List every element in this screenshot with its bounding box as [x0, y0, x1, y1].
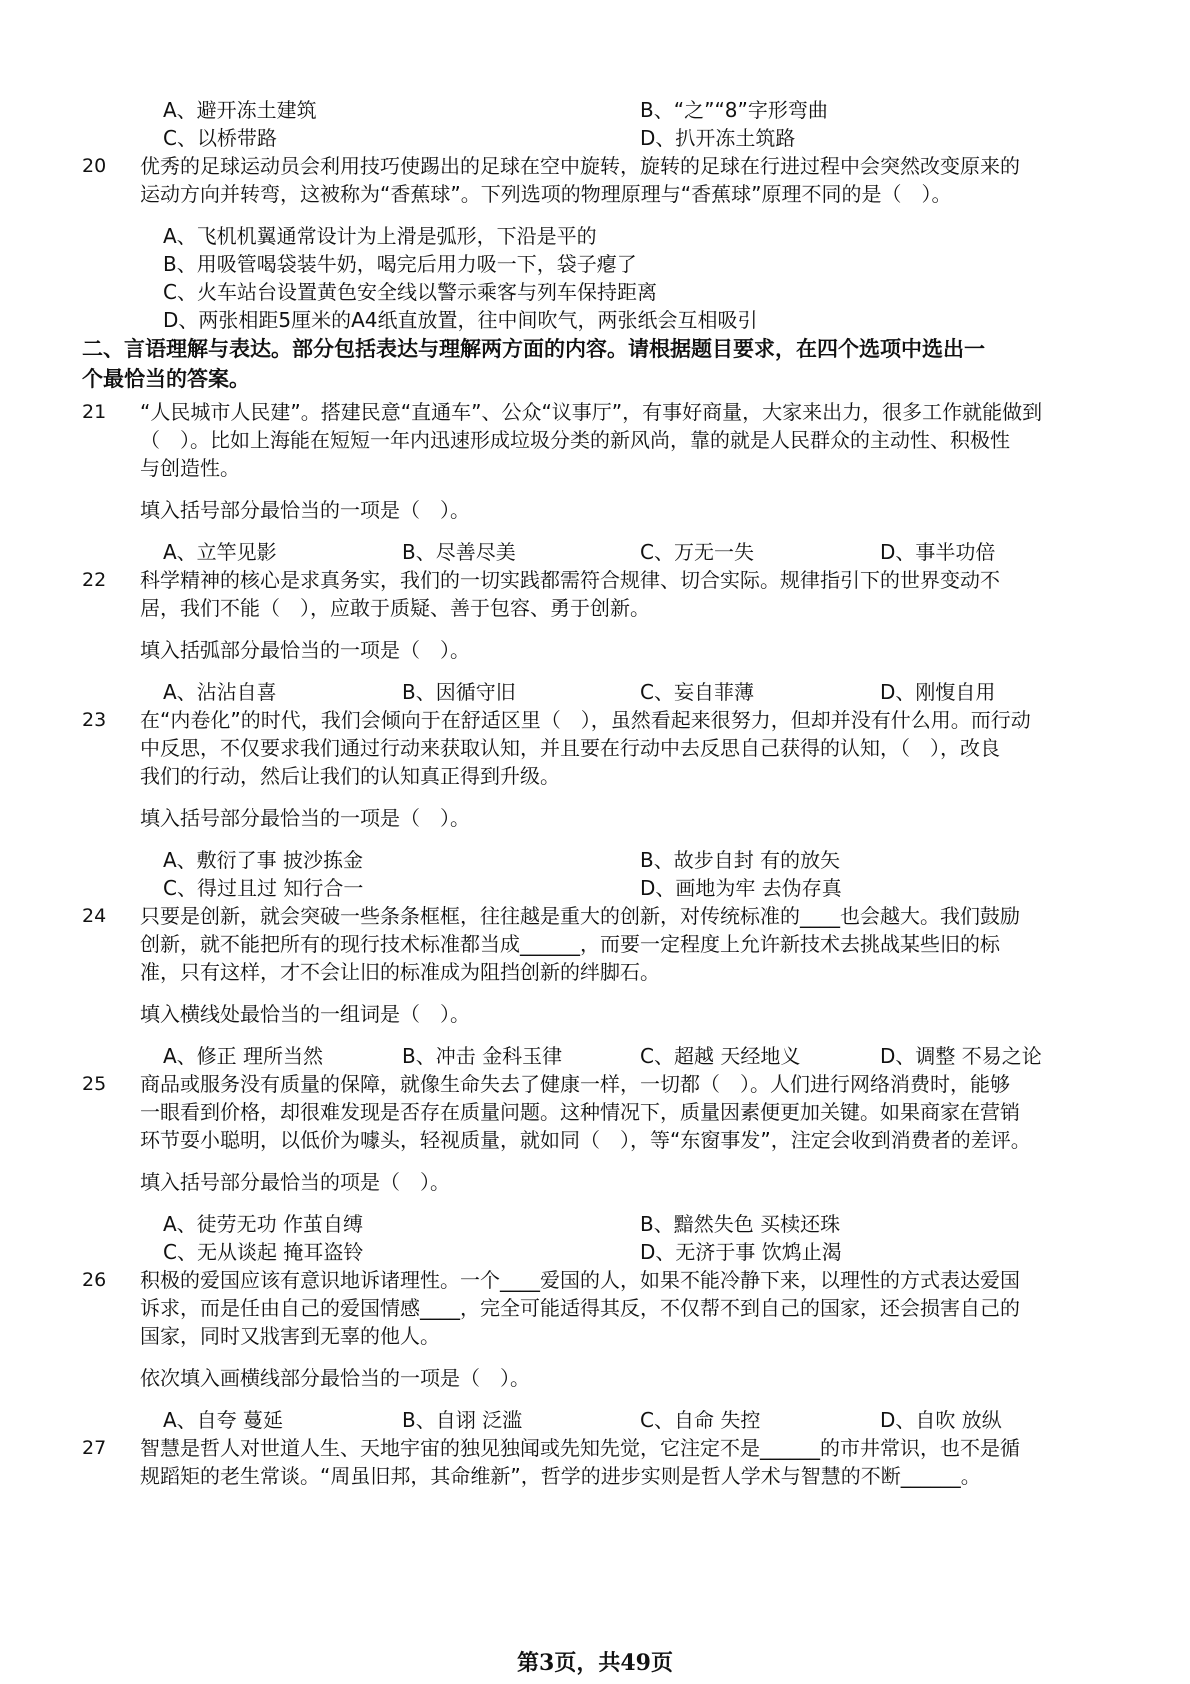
- q21-option-b: B、尽善尽美: [402, 540, 516, 564]
- q19-option-a: A、避开冻土建筑: [163, 98, 317, 122]
- q25-stem-line: 一眼看到价格，却很难发现是否存在质量问题。这种情况下，质量因素便更加关键。如果商家在营销: [140, 1100, 1020, 1124]
- q24-option-d: D、调整 不易之论: [880, 1044, 1042, 1068]
- q19-option-d: D、扒开冻土筑路: [640, 126, 796, 150]
- q25-prompt: 填入括号部分最恰当的项是（ ）。: [140, 1170, 450, 1194]
- q21-number: 21: [82, 401, 107, 423]
- q26-stem-line: 国家，同时又戕害到无辜的他人。: [140, 1324, 440, 1348]
- q27-number: 27: [82, 1437, 107, 1459]
- q26-option-c: C、自命 失控: [640, 1408, 761, 1432]
- q20-option-b: B、用吸管喝袋装牛奶，喝完后用力吸一下，袋子瘪了: [163, 252, 637, 276]
- q20-stem-line: 运动方向并转弯，这被称为“香蕉球”。下列选项的物理原理与“香蕉球”原理不同的是（ ）。: [140, 182, 952, 206]
- q27-stem-line: 智慧是哲人对世道人生、天地宇宙的独见独闻或先知先觉，它注定不是______的市井常识，也不是循: [140, 1436, 1020, 1460]
- q22-option-b: B、因循守旧: [402, 680, 516, 704]
- q23-option-b: B、故步自封 有的放矢: [640, 848, 841, 872]
- q21-option-d: D、事半功倍: [880, 540, 996, 564]
- q22-number: 22: [82, 569, 107, 591]
- q24-prompt: 填入横线处最恰当的一组词是（ ）。: [140, 1002, 470, 1026]
- q24-stem-line: 准，只有这样，才不会让旧的标准成为阻挡创新的绊脚石。: [140, 960, 660, 984]
- q22-stem-line: 居，我们不能（ ），应敢于质疑、善于包容、勇于创新。: [140, 596, 650, 620]
- q20-option-c: C、火车站台设置黄色安全线以警示乘客与列车保持距离: [163, 280, 657, 304]
- q22-stem-line: 科学精神的核心是求真务实，我们的一切实践都需符合规律、切合实际。规律指引下的世界变动不: [140, 568, 1000, 592]
- section-heading: 二、言语理解与表达。部分包括表达与理解两方面的内容。请根据题目要求，在四个选项中选出一: [82, 337, 985, 361]
- q20-option-d: D、两张相距5厘米的A4纸直放置，往中间吹气，两张纸会互相吸引: [163, 308, 758, 332]
- q24-stem-line: 创新，就不能把所有的现行技术标准都当成______，而要一定程度上允许新技术去挑战某些旧的标: [140, 932, 1000, 956]
- q25-number: 25: [82, 1073, 107, 1095]
- q24-stem-line: 只要是创新，就会突破一些条条框框，往往越是重大的创新，对传统标准的____也会越大。我们鼓励: [140, 904, 1020, 928]
- q21-prompt: 填入括号部分最恰当的一项是（ ）。: [140, 498, 470, 522]
- q23-prompt: 填入括号部分最恰当的一项是（ ）。: [140, 806, 470, 830]
- q27-stem-line: 规蹈矩的老生常谈。“周虽旧邦，其命维新”，哲学的进步实则是哲人学术与智慧的不断______。: [140, 1464, 981, 1488]
- q21-stem-line: （ ）。比如上海能在短短一年内迅速形成垃圾分类的新风尚，靠的就是人民群众的主动性、积极性: [140, 428, 1010, 452]
- q23-stem-line: 我们的行动，然后让我们的认知真正得到升级。: [140, 764, 560, 788]
- section-heading: 个最恰当的答案。: [82, 367, 250, 391]
- q19-option-c: C、以桥带路: [163, 126, 277, 150]
- q23-option-a: A、敷衍了事 披沙拣金: [163, 848, 364, 872]
- q25-option-b: B、黯然失色 买椟还珠: [640, 1212, 841, 1236]
- q26-option-d: D、自吹 放纵: [880, 1408, 1002, 1432]
- q25-option-d: D、无济于事 饮鸩止渴: [640, 1240, 842, 1264]
- q21-stem-line: “人民城市人民建”。搭建民意“直通车”、公众“议事厅”，有事好商量，大家来出力，很多工作就能做到: [140, 400, 1043, 424]
- q24-number: 24: [82, 905, 107, 927]
- q23-option-c: C、得过且过 知行合一: [163, 876, 364, 900]
- q23-stem-line: 中反思，不仅要求我们通过行动来获取认知，并且要在行动中去反思自己获得的认知，（ ），改良: [140, 736, 1000, 760]
- q20-option-a: A、飞机机翼通常设计为上滑是弧形，下沿是平的: [163, 224, 597, 248]
- q25-option-c: C、无从谈起 掩耳盗铃: [163, 1240, 364, 1264]
- q24-option-a: A、修正 理所当然: [163, 1044, 324, 1068]
- q23-stem-line: 在“内卷化”的时代，我们会倾向于在舒适区里（ ），虽然看起来很努力，但却并没有什么用。而行动: [140, 708, 1031, 732]
- q19-option-b: B、“之”“8”字形弯曲: [640, 98, 828, 122]
- q23-number: 23: [82, 709, 107, 731]
- q26-option-a: A、自夸 蔓延: [163, 1408, 284, 1432]
- q25-stem-line: 商品或服务没有质量的保障，就像生命失去了健康一样，一切都（ ）。人们进行网络消费时，能够: [140, 1072, 1010, 1096]
- q22-prompt: 填入括弧部分最恰当的一项是（ ）。: [140, 638, 470, 662]
- q20-number: 20: [82, 155, 107, 177]
- q24-option-b: B、冲击 金科玉律: [402, 1044, 563, 1068]
- q21-stem-line: 与创造性。: [140, 456, 240, 480]
- q22-option-a: A、沾沾自喜: [163, 680, 277, 704]
- q26-stem-line: 积极的爱国应该有意识地诉诸理性。一个____爱国的人，如果不能冷静下来，以理性的方式表达爱国: [140, 1268, 1020, 1292]
- page-number-footer: 第3页，共49页: [517, 1650, 673, 1676]
- q26-option-b: B、自诩 泛滥: [402, 1408, 523, 1432]
- q25-stem-line: 环节耍小聪明，以低价为噱头，轻视质量，就如同（ ），等“东窗事发”，注定会收到消费者的差评。: [140, 1128, 1031, 1152]
- q22-option-d: D、刚愎自用: [880, 680, 996, 704]
- q24-option-c: C、超越 天经地义: [640, 1044, 801, 1068]
- q25-option-a: A、徒劳无功 作茧自缚: [163, 1212, 364, 1236]
- q26-number: 26: [82, 1269, 107, 1291]
- q21-option-a: A、立竿见影: [163, 540, 277, 564]
- q22-option-c: C、妄自菲薄: [640, 680, 754, 704]
- q26-prompt: 依次填入画横线部分最恰当的一项是（ ）。: [140, 1366, 530, 1390]
- q23-option-d: D、画地为牢 去伪存真: [640, 876, 842, 900]
- q21-option-c: C、万无一失: [640, 540, 754, 564]
- q20-stem-line: 优秀的足球运动员会利用技巧使踢出的足球在空中旋转，旋转的足球在行进过程中会突然改变原来的: [140, 154, 1020, 178]
- q26-stem-line: 诉求，而是任由自己的爱国情感____，完全可能适得其反，不仅帮不到自己的国家，还会损害自己的: [140, 1296, 1020, 1320]
